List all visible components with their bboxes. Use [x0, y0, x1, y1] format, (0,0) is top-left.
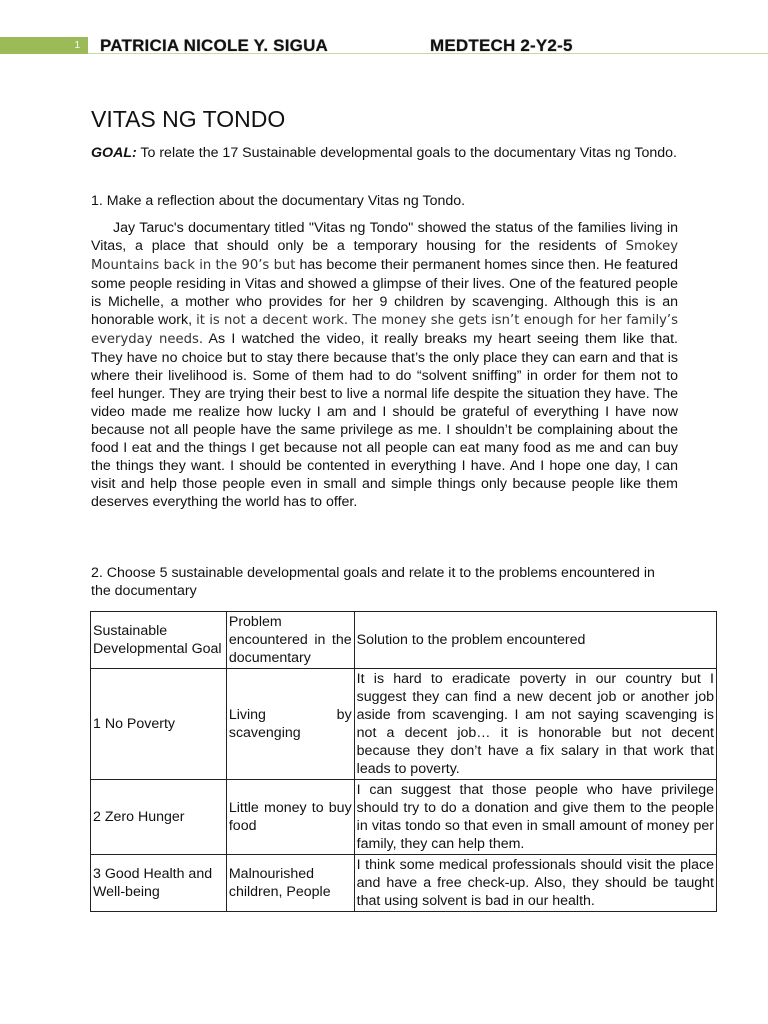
- para-part-c: has become their permanent homes since then. He featured some people residing in Vitas and showed a glimpse of their lives. One of the featured people is Michelle, a mother who provides for her 9 children by scavenging. Although this is an honorable work,: [91, 257, 678, 328]
- para-part-d: it is not a decent work. The money she gets isn’t enough for her family’s everyday needs.: [91, 313, 678, 347]
- page-number-tab: [0, 37, 88, 54]
- sdg-table: [90, 611, 717, 912]
- reflection-paragraph: [91, 219, 678, 511]
- goal-label: GOAL:: [91, 145, 137, 161]
- row-problem: Little money to buy food: [226, 780, 354, 855]
- course-section: MEDTECH 2-Y2-5: [430, 36, 573, 55]
- header-goal: Sustainable Developmental Goal: [91, 612, 227, 669]
- author-name: PATRICIA NICOLE Y. SIGUA: [100, 36, 329, 55]
- page-number: 1: [74, 40, 80, 51]
- header-solution: Solution to the problem encountered: [354, 612, 716, 669]
- table-header-row: [91, 612, 717, 669]
- row-goal: 2 Zero Hunger: [91, 780, 227, 855]
- document-title: VITAS NG TONDO: [91, 106, 286, 132]
- table-row: [91, 855, 717, 912]
- table-row: [91, 669, 717, 780]
- row-solution: I can suggest that those people who have privilege should try to do a donation and give them to the people in vitas tondo so that even in small amount of money per family, they can help them.: [354, 780, 716, 855]
- question-2: 2. Choose 5 sustainable developmental goals and relate it to the problems encountered in the documentary: [91, 565, 655, 599]
- row-problem: Living by scavenging: [226, 669, 354, 780]
- para-part-b: Smokey Mountains back in the 90’s but: [91, 239, 678, 273]
- goal-statement: [91, 144, 678, 162]
- table-row: [91, 780, 717, 855]
- row-problem: Malnourished children, People: [226, 855, 354, 912]
- row-goal: 1 No Poverty: [91, 669, 227, 780]
- row-goal: 3 Good Health and Well-being: [91, 855, 227, 912]
- row-solution: It is hard to eradicate poverty in our country but I suggest they can find a new decent job or another job aside from scavenging. I am not saying scavenging is not a decent job… it is honorable but not decent because they don’t have a fix salary in that work that leads to poverty.: [354, 669, 716, 780]
- para-part-a: Jay Taruc's documentary titled "Vitas ng Tondo" showed the status of the families living in Vitas, a place that should only be a temporary housing for the residents of: [91, 220, 678, 254]
- para-part-e: As I watched the video, it really breaks my heart seeing them like that. They have no choice but to stay there because that’s the only place they can earn and that is where their livelihood is. Some of them had to do “solvent sniffing” in order for them not to feel hunger. They are trying their best to live a normal life despite the situation they have. The video made me realize how lucky I am and I should be grateful of everything I have now because not all people have the same privilege as me. I shouldn’t be complaining about the food I eat and the things I get because not all people can eat many food as me and can buy the things they want. I should be contented in everything I have. And I hope one day, I can visit and help those people even in small and simple things only because people like them deserves everything the world has to offer.: [91, 331, 678, 510]
- header-problem: Problem encountered in the documentary: [226, 612, 354, 669]
- row-solution: I think some medical professionals should visit the place and have a free check-up. Also, they should be taught that using solvent is bad in our health.: [354, 855, 716, 912]
- question-1: 1. Make a reflection about the documentary Vitas ng Tondo.: [91, 193, 466, 209]
- goal-text: To relate the 17 Sustainable developmental goals to the documentary Vitas ng Tondo.: [136, 145, 677, 161]
